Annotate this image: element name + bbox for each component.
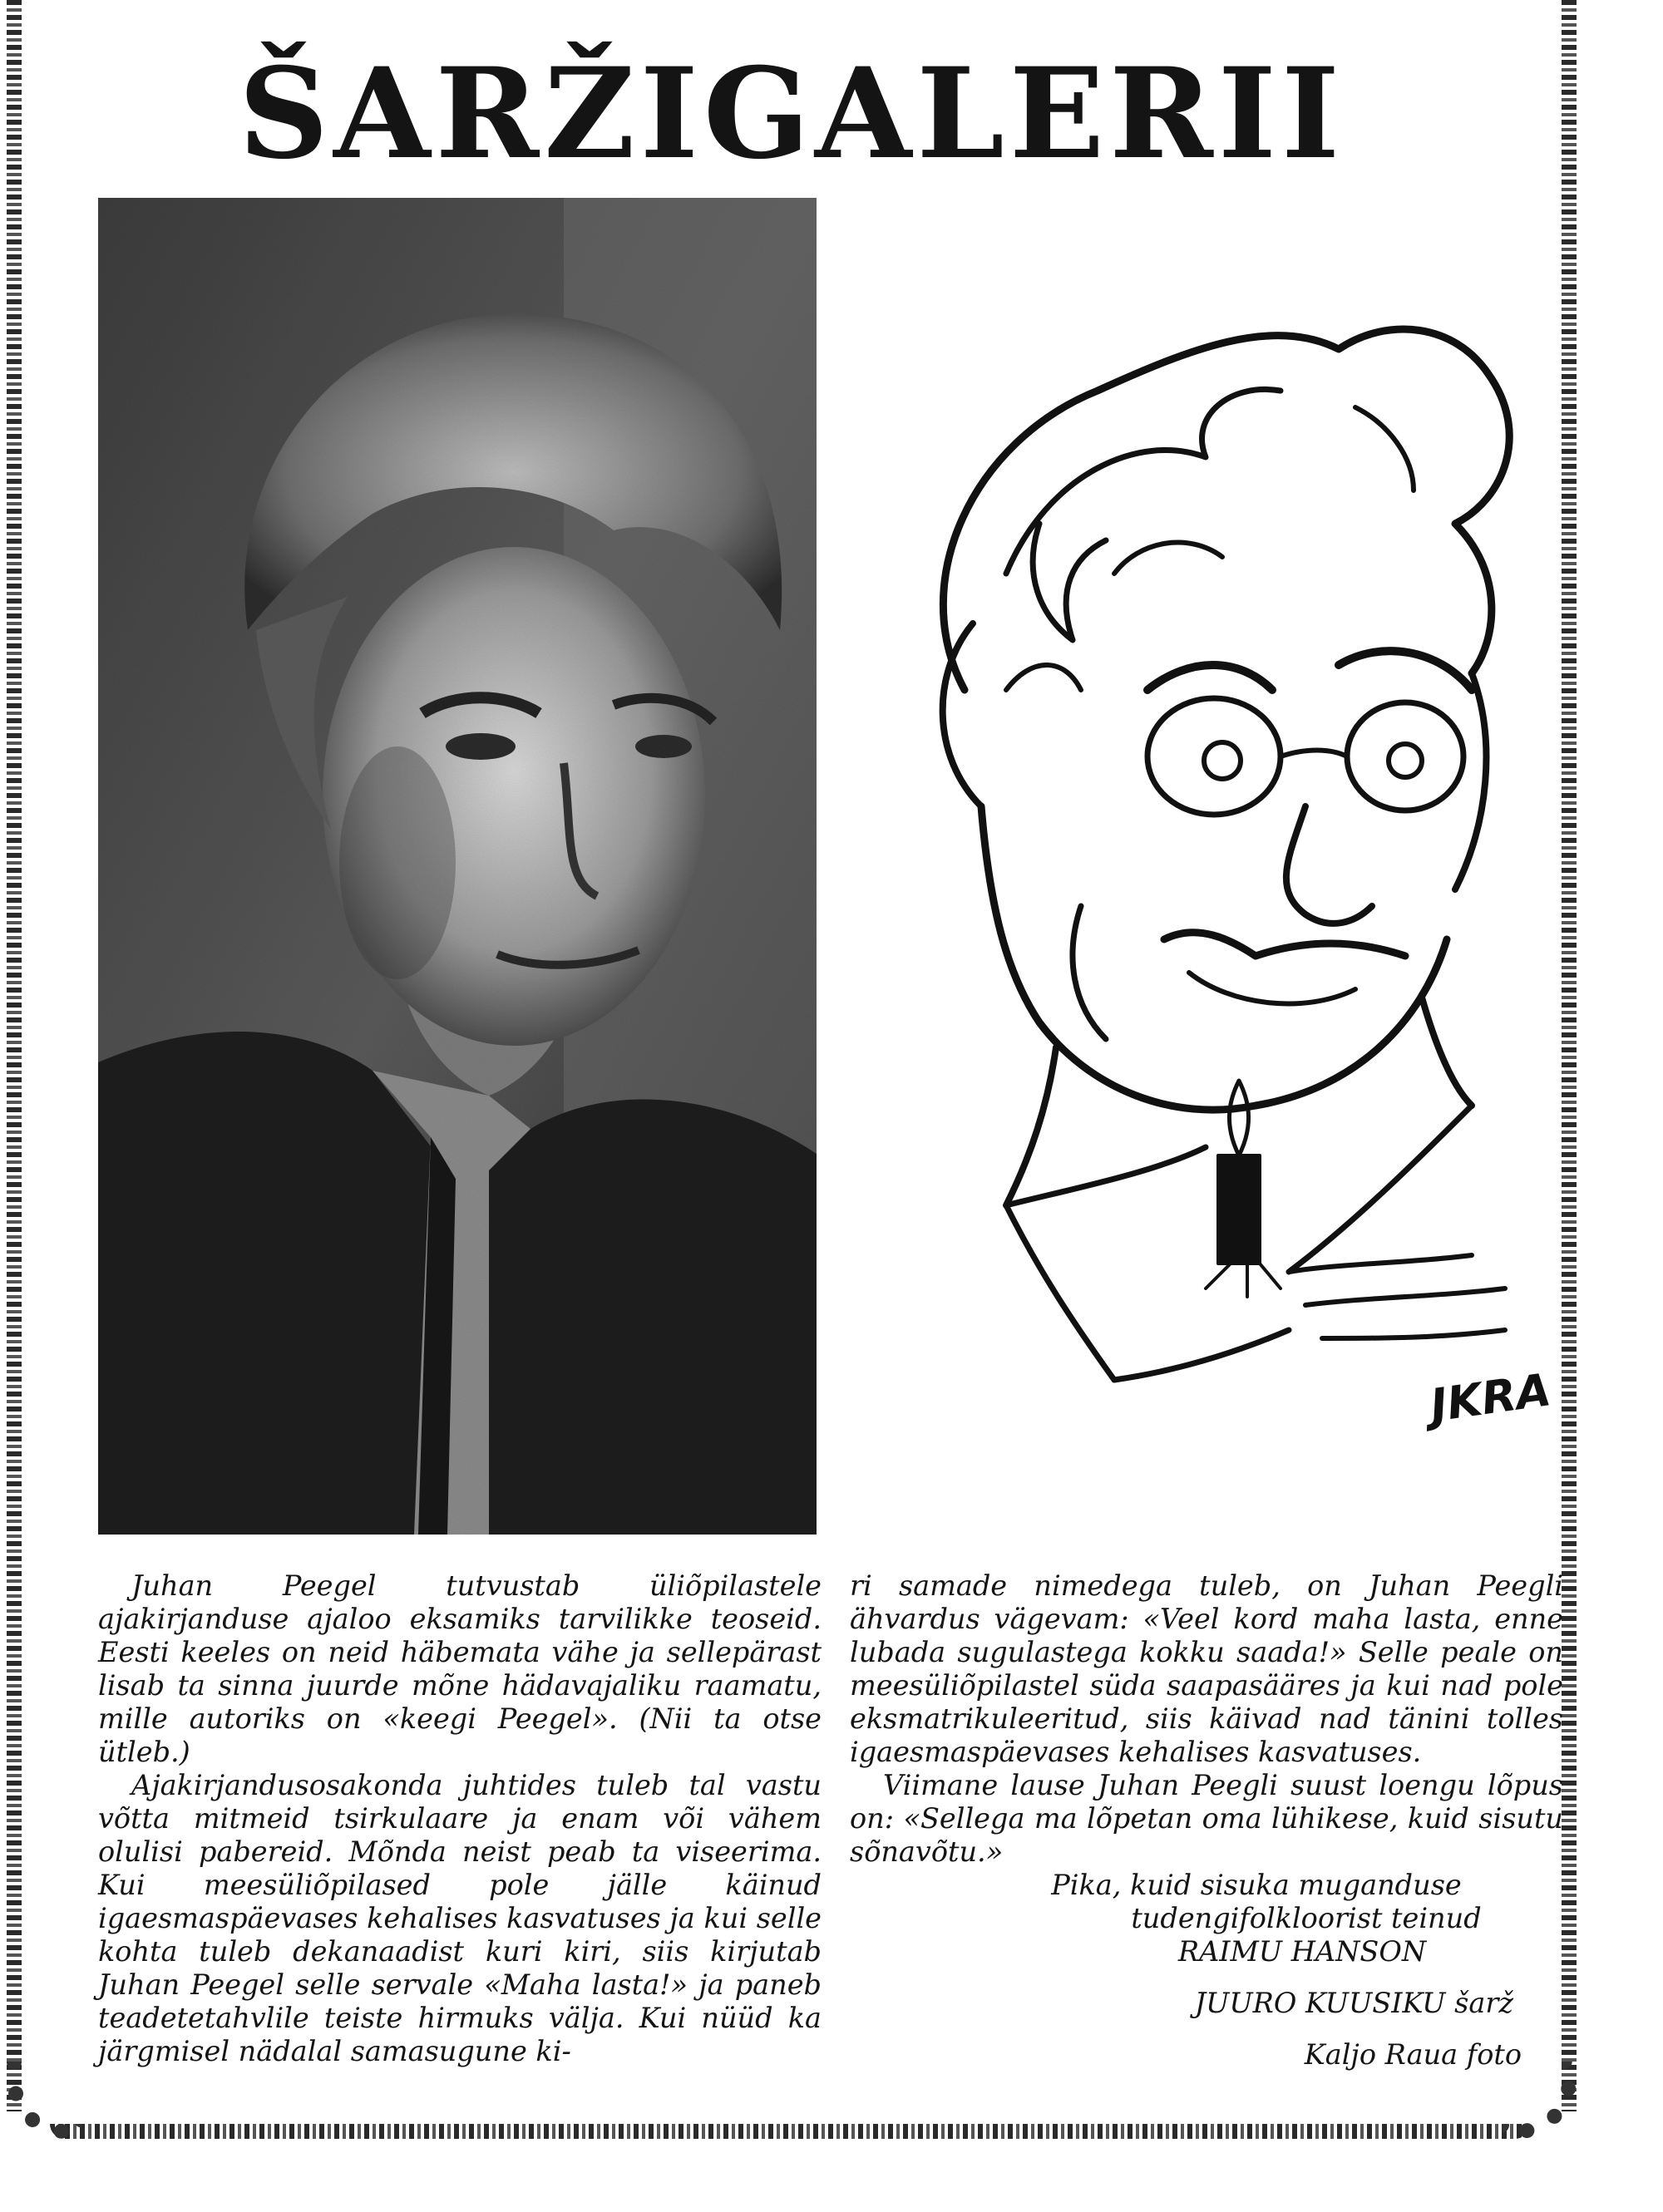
caricature-signature: JKRA [1427,1363,1554,1432]
article-paragraph-2-continued: ri samade nimedega tuleb, on Juhan Peegli ähvardus vägevam: «Veel kord maha lasta, enne lubada sugulastega kokku saada!» Selle peale on meesüliõpilastel süda saapasääres ja kui nad pole eksmatrikuleeritud, siis käivad nad tänini tolles igaesmaspäevases kehalises kasvatuses. [850,1569,1563,1768]
caricature-drawing [840,224,1555,1480]
article-paragraph-2: Ajakirjandusosakonda juhtides tuleb tal vastu võtta mitmeid tsirkulaare ja enam või vähem olulisi pabereid. Mõnda neist peab ta viseerima. Kui meesüliõpilased pole jälle käinud igaesmaspäevases kehalises kasvatuses ja kui selle kohta tuleb dekanaadist kuri kiri, siis kirjutab Juhan Peegel selle servale «Maha lasta!» ja paneb teadetetahvlile teiste hirmuks välja. Kui nüüd ka järgmisel nädalal samasugune ki- [98,1769,822,2067]
credit-line-1: Pika, kuid sisuka muganduse [1051,1869,1462,1901]
border-corner-bottom-right [1502,2062,1577,2139]
portrait-photo [98,198,817,1535]
border-bottom [50,2124,1530,2139]
article-column-right [850,1569,1563,2072]
border-left [7,0,22,2111]
credit-caricature: JUURO KUUSIKU šarž [1194,1987,1513,2019]
credit-line-2: tudengifolkloorist teinud [1131,1902,1482,1934]
credit-photo: Kaljo Raua foto [1304,2038,1522,2071]
article-column-left [98,1569,822,2068]
border-corner-bottom-left [7,2062,81,2139]
article-paragraph-1: Juhan Peegel tutvustab üliõpilastele ajakirjanduse ajaloo eksamiks tarvilikke teoseid. Eesti keeles on neid häbemata vähe ja sellepärast lisab ta sinna juurde mõne hädavajaliku raamatu, mille autoriks on «keegi Peegel». (Nii ta otse ütleb.) [98,1569,822,1768]
page-title: ŠARŽIGALERII [238,41,1345,187]
border-right [1562,0,1577,2111]
credit-author: RAIMU HANSON [1177,1935,1427,1968]
article-paragraph-3: Viimane lause Juhan Peegli suust loengu lõpus on: «Sellega ma lõpetan oma lühikese, kuid sisutu sõnavõtu.» [850,1769,1563,1868]
